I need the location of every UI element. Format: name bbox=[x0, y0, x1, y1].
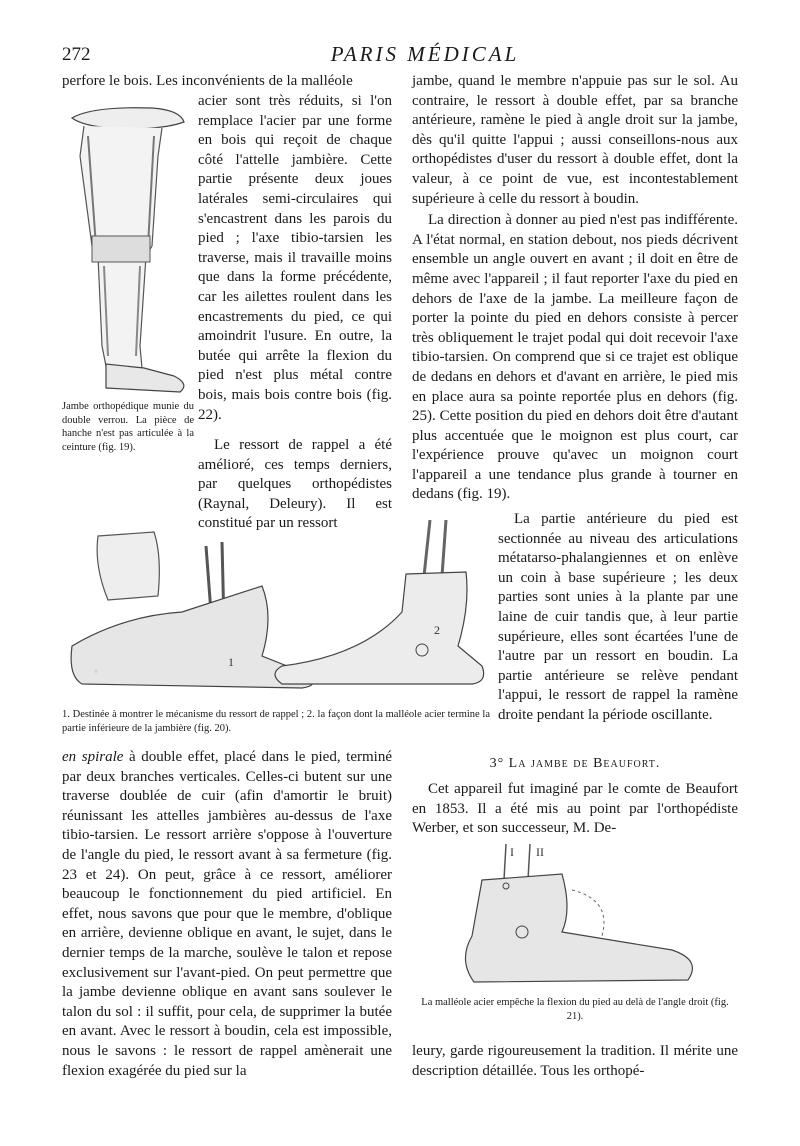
paragraph-spirale bbox=[62, 748, 392, 1081]
right-para3 bbox=[498, 510, 738, 726]
figure-20-label-2: 2 bbox=[434, 623, 440, 637]
paragraph-spirale-body: à double effet, placé dans le pied, terminé par deux branches verticales. Celles-ci butent sur une traverse doublée de cuir (afin d'amortir le bruit) réunissant les attelles jambières au-dessus de l'axe tibio-tarsien. Le ressort arrière s'oppose à l'ouverture de l'angle du pied, le ressort avant à sa fermeture (fig. 23 et 24). On peut, grâce à ce ressort, améliorer beaucoup le fonctionnement du pied artificiel. En effet, nous savons que pour que le membre, d'oblique en arrière, devienne oblique en avant, le sujet, dans le dernier temps de la marche, soulève le talon et repose exclusivement sur l'avant-pied. On peut permettre que la jambe devienne oblique en avant sans soulever le talon du sol : il suffit, pour cela, de supprimer la butée en avant. Avec le ressort à boudin, cela est impossible, nous le savons : le ressort de rappel amènerait une flexion exagérée du pied sur la bbox=[62, 749, 392, 1079]
right-column-upper bbox=[412, 72, 738, 505]
figure-20-caption: 1. Destinée à montrer le mécanisme du ressort de rappel ; 2. la façon dont la malléole acier termine la partie inférieure de la jambière (fig. 20). bbox=[62, 709, 490, 734]
paragraph-partie-anterieure: La partie antérieure du pied est sectionnée au niveau des articulations métatarso-phalangiennes et on enlève un coin à base supérieure ; les deux parties sont unies à la plante par une laine de cuir tandis que, à leur partie supérieure, elles sont écartées l'une de l'autre par un ressort en boudin. La partie antérieure se relève pendant l'appui, le ressort de rappel la ramène droite pendant la période oscillante. bbox=[498, 511, 738, 723]
right-para5 bbox=[412, 1042, 738, 1081]
figure-21-label-I: I bbox=[510, 845, 514, 859]
right-para4 bbox=[412, 780, 738, 839]
page-number: 272 bbox=[62, 44, 91, 65]
figure-20-foot-illustrations bbox=[62, 516, 490, 704]
italic-en-spirale: en spirale bbox=[62, 749, 124, 765]
paragraph-ressort-rappel: Le ressort de rappel a été amélioré, ces temps derniers, par quelques orthopédistes (Raynal, Deleury). Il est constitué par un ressort bbox=[198, 437, 392, 532]
paragraph-direction: La direction à donner au pied n'est pas indifférente. A l'état normal, en station debout, nos pieds décrivent ensemble un angle ouvert en avant ; il doit en être de même avec l'appareil ; il faut reporter l'axe du pied en dehors de l'axe de la jambe. La meilleure façon de porter la pointe du pied en dehors consiste à percer très obliquement le trajet podal qui doit recevoir l'axe tibio-tarsien. On comprend que si ce trajet est oblique de dedans en dehors et d'avant en arrière, le pied mis en place aura sa pointe reportée plus en dehors (fig. 25). Cette position du pied en dehors doit être d'autant plus accentuée que le moignon est plus court, car l'expérience prouve qu'avec un moignon court l'appareil a une tendance plus grande à tourner en dedans (fig. 19). bbox=[412, 212, 738, 503]
intro-lead: perfore le bois. Les inconvénients de la malléole bbox=[62, 73, 353, 89]
figure-21-caption: La malléole acier empêche la flexion du pied au delà de l'angle droit (fig. 21). bbox=[421, 997, 729, 1022]
figure-21-foot-illustration bbox=[412, 840, 738, 990]
figure-19-leg-illustration bbox=[62, 96, 194, 396]
running-title: PARIS MÉDICAL bbox=[330, 42, 520, 66]
figure-19-caption: Jambe orthopédique munie du double verrou. La pièce de hanche n'est pas articulée à la ceinture (fig. 19). bbox=[62, 401, 194, 453]
paragraph-jambe: jambe, quand le membre n'appuie pas sur le sol. Au contraire, le ressort à double effet, par sa branche antérieure, ramène le pied à angle droit sur la jambe, dès qu'il quitte l'appui ; aussi conseillons-nous aux orthopédistes d'user du ressort à double effet, dont la valeur, à ce point de vue, est incontestablement supérieure à celle du ressort à boudin. bbox=[412, 73, 738, 207]
left-intro-first-line bbox=[62, 72, 392, 92]
figure-21-label-II: II bbox=[536, 845, 544, 859]
left-intro-text bbox=[198, 92, 392, 425]
section-title-beaufort: 3° La jambe de Beaufort. bbox=[489, 756, 661, 771]
paragraph-beaufort: Cet appareil fut imaginé par le comte de Beaufort en 1853. Il a été mis au point par l'orthopédiste Werber, et son successeur, M. De- bbox=[412, 781, 738, 837]
paragraph-intro: acier sont très réduits, si l'on remplace l'acier par une forme en bois qui reçoit de chaque côté l'attelle jambière. Cette partie présente deux joues latérales semi-circulaires qui s'encastrent dans les parois du pied ; l'axe tibio-tarsien les traverse, mais il travaille moins que dans la forme précédente, car les ailettes roulent dans les encastrements du pied, ce qui amoindrit l'usure. En outre, la butée qui arrête la flexion du pied n'est plus métal contre bois, mais bois contre bois (fig. 22). bbox=[198, 93, 392, 423]
left-para3 bbox=[62, 748, 392, 1081]
figure-20-label-1: 1 bbox=[228, 655, 234, 669]
paragraph-leury: leury, garde rigoureusement la tradition. Il mérite une description détaillée. Tous les orthopé- bbox=[412, 1043, 738, 1079]
